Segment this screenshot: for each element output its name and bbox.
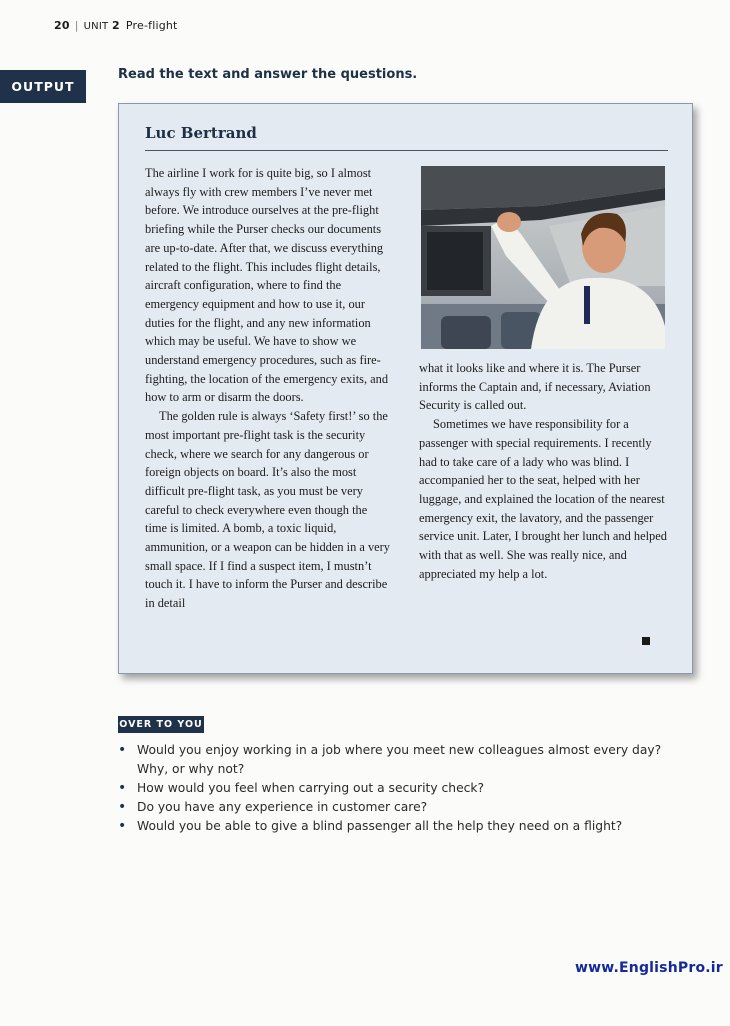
question-text: Would you be able to give a blind passenger all the help they need on a flight? [137, 819, 623, 833]
unit-number: 2 [112, 19, 120, 32]
unit-label: UNIT [83, 21, 109, 32]
over-to-you-badge: OVER TO YOU [118, 716, 204, 733]
bullet-icon: • [118, 742, 127, 758]
article-panel [118, 103, 693, 674]
article-column-right [419, 359, 671, 583]
paragraph: The airline I work for is quite big, so I almost always fly with crew members I’ve never met before. We introduce ourselves at the pre-flight briefing while the Purser checks our documents are up-to-date. After that, we discuss everything related to the flight. This includes flight details, aircraft configuration, where to find the emergency equipment and how to use it, our duties for the flight, and any new information which may be useful. We have to show we understand emergency procedures, such as fire-fighting, the location of the emergency exits, and how to arm or disarm the doors. [145, 166, 389, 405]
instruction: Read the text and answer the questions. [118, 67, 418, 82]
list-item [118, 798, 678, 817]
bullet-icon: • [118, 818, 127, 834]
end-of-text-marker [642, 637, 650, 645]
page-number: 20 [54, 19, 70, 32]
bullet-icon: • [118, 799, 127, 815]
section-title: Pre-flight [125, 19, 178, 32]
article-title: Luc Bertrand [145, 124, 257, 142]
header-separator: | [74, 19, 79, 32]
discussion-questions [118, 741, 678, 836]
question-text: Do you have any experience in customer care? [137, 800, 428, 814]
photo-illustration [421, 166, 665, 349]
bullet-icon: • [118, 780, 127, 796]
question-text: Would you enjoy working in a job where you meet new colleagues almost every day? Why, or why not? [137, 743, 662, 776]
title-rule [145, 150, 668, 151]
paragraph: Sometimes we have responsibility for a passenger with special requirements. I recently had to take care of a lady who was blind. I accompanied her to the seat, helped with her luggage, and explained the location of the nearest emergency exit, the lavatory, and the passenger service unit. Later, I brought her lunch and helped with that as well. She was really nice, and appreciated my help a lot. [419, 417, 667, 581]
list-item [118, 817, 678, 836]
page-header [54, 19, 178, 32]
flight-attendant-photo [421, 166, 665, 349]
list-item [118, 779, 678, 798]
list-item [118, 741, 678, 779]
article-column-left [145, 164, 391, 613]
question-text: How would you feel when carrying out a security check? [137, 781, 485, 795]
output-tab: OUTPUT [0, 70, 86, 103]
watermark-link[interactable]: www.EnglishPro.ir [575, 960, 723, 976]
paragraph: The golden rule is always ‘Safety first!’ so the most important pre-flight task is the security check, where we search for any dangerous or foreign objects on board. It’s also the most difficult pre-flight task, as you must be very careful to check everywhere even though the time is limited. A bomb, a toxic liquid, ammunition, or a weapon can be hidden in a very small space. If I find a suspect item, I mustn’t touch it. I have to inform the Purser and describe in detail [145, 409, 390, 611]
paragraph: what it looks like and where it is. The Purser informs the Captain and, if necessary, Aviation Security is called out. [419, 361, 651, 413]
